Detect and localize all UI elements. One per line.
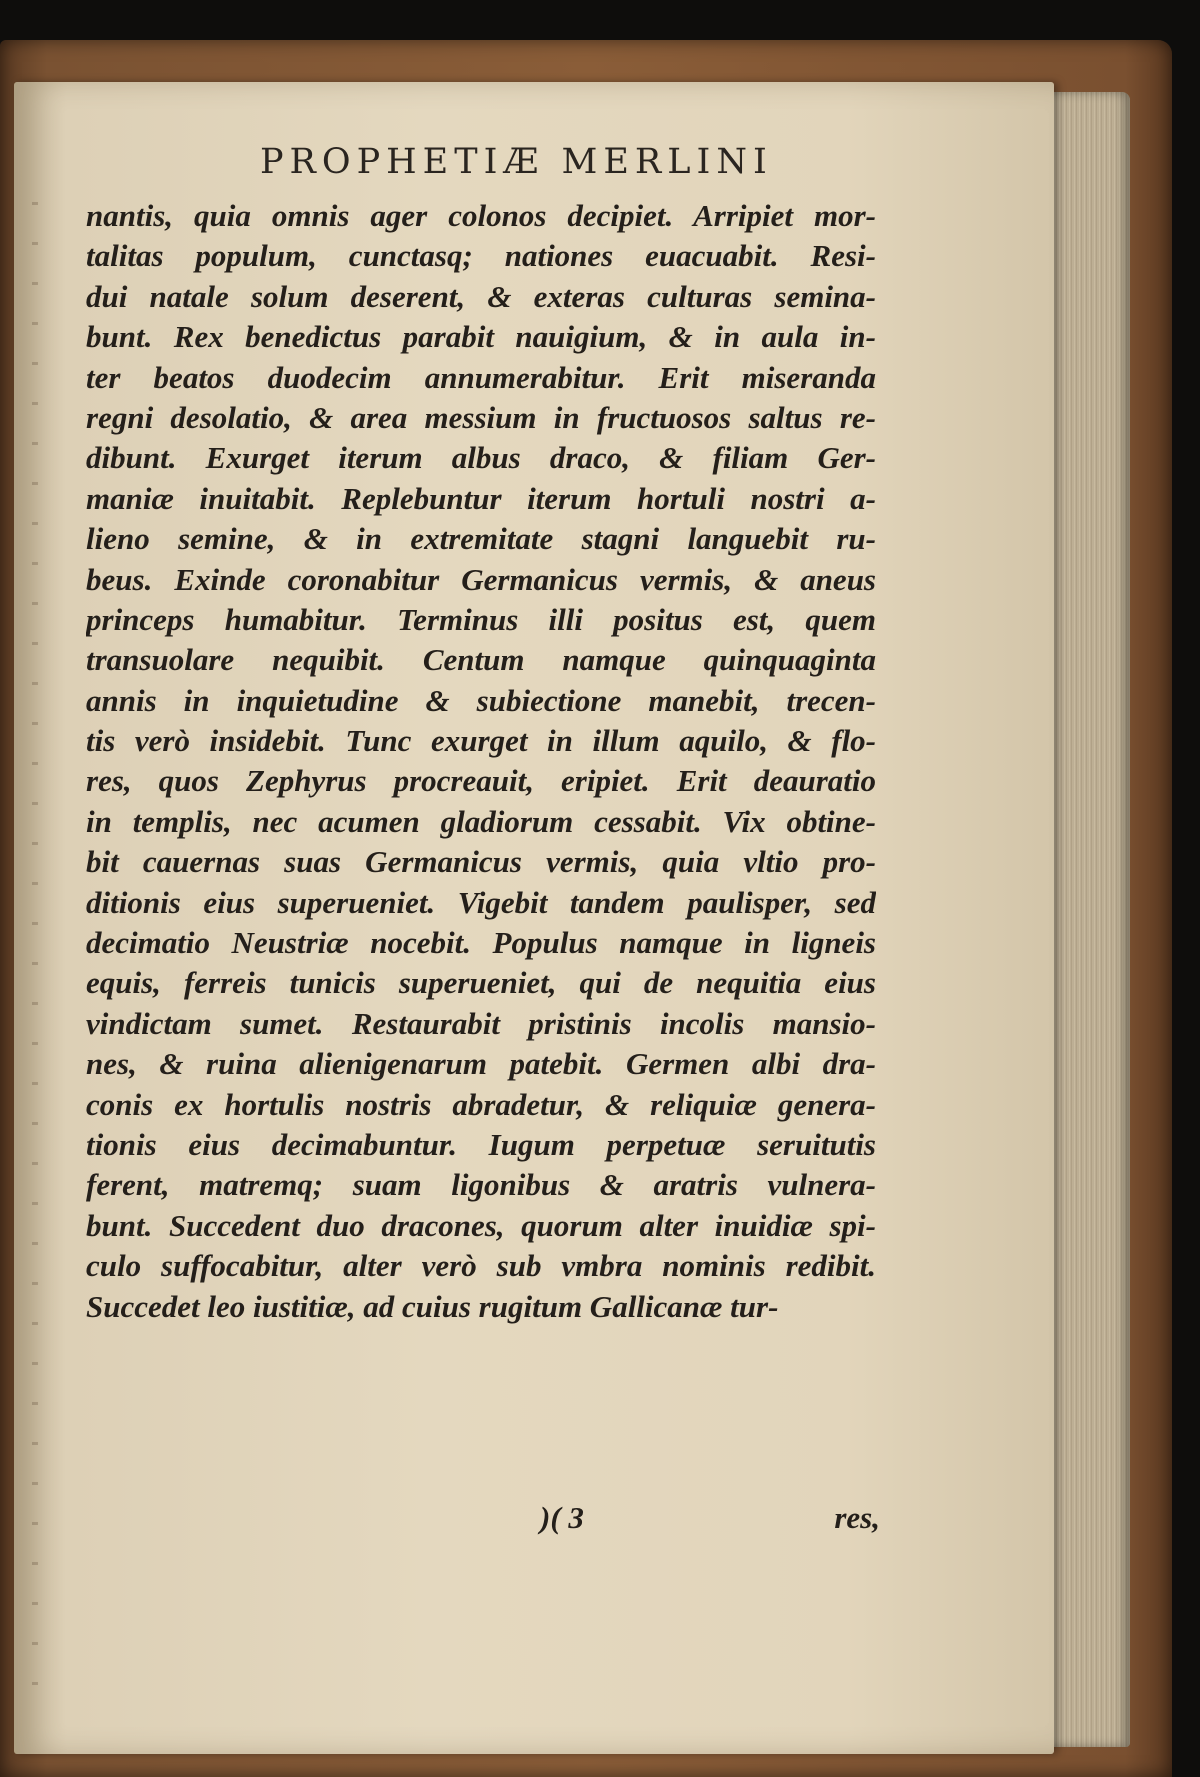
text-line: culo suffocabitur, alter verò sub vmbra nominis redibit. bbox=[86, 1248, 876, 1284]
text-line: tis verò insidebit. Tunc exurget in illum aquilo, & flo- bbox=[86, 723, 876, 759]
text-line: Succedet leo iustitiæ, ad cuius rugitum Gallicanæ tur- bbox=[86, 1288, 779, 1324]
text-line: vindictam sumet. Restaurabit pristinis incolis mansio- bbox=[86, 1005, 876, 1041]
text-line: bit cauernas suas Germanicus vermis, quia vltio pro- bbox=[86, 844, 876, 880]
text-line: equis, ferreis tunicis superueniet, qui de nequitia eius bbox=[86, 965, 876, 1001]
text-line: decimatio Neustriæ nocebit. Populus namque in ligneis bbox=[86, 925, 876, 961]
text-line: in templis, nec acumen gladiorum cessabit. Vix obtine- bbox=[86, 803, 876, 839]
text-line: maniæ inuitabit. Replebuntur iterum hortuli nostri a- bbox=[86, 480, 876, 516]
text-line: dui natale solum deserent, & exteras culturas semina- bbox=[86, 278, 876, 314]
signature-mark: )( 3 bbox=[540, 1500, 584, 1535]
catchword: res, bbox=[834, 1500, 880, 1535]
text-line: transuolare nequibit. Centum namque quinquaginta bbox=[86, 642, 876, 678]
text-line: talitas populum, cunctasq; nationes euacuabit. Resi- bbox=[86, 238, 876, 274]
text-line: nantis, quia omnis ager colonos decipiet. Arripiet mor- bbox=[86, 198, 876, 233]
running-head: PROPHETIÆ MERLINI bbox=[260, 142, 773, 182]
text-line: ditionis eius superueniet. Vigebit tandem paulisper, sed bbox=[86, 884, 876, 920]
text-line: regni desolatio, & area messium in fructuosos saltus re- bbox=[86, 399, 876, 435]
text-line: annis in inquietudine & subiectione manebit, trecen- bbox=[86, 682, 876, 718]
text-line: beus. Exinde coronabitur Germanicus vermis, & aneus bbox=[86, 561, 876, 597]
page-footer bbox=[540, 1500, 880, 1540]
text-line: princeps humabitur. Terminus illi positus est, quem bbox=[86, 601, 876, 637]
text-line: ter beatos duodecim annumerabitur. Erit miseranda bbox=[86, 359, 876, 395]
text-line: lieno semine, & in extremitate stagni languebit ru- bbox=[86, 521, 876, 557]
text-line: bunt. Succedent duo dracones, quorum alter inuidiæ spi- bbox=[86, 1207, 876, 1243]
text-line: res, quos Zephyrus procreauit, eripiet. Erit deauratio bbox=[86, 763, 876, 799]
text-line: conis ex hortulis nostris abradetur, & reliquiæ genera- bbox=[86, 1086, 876, 1122]
text-line: tionis eius decimabuntur. Iugum perpetuæ seruitutis bbox=[86, 1126, 876, 1162]
text-line: nes, & ruina alienigenarum patebit. Germen albi dra- bbox=[86, 1046, 876, 1082]
gutter-stitching bbox=[32, 202, 38, 1702]
text-line: dibunt. Exurget iterum albus draco, & filiam Ger- bbox=[86, 440, 876, 476]
body-text bbox=[86, 196, 876, 1327]
text-line: ferent, matremq; suam ligonibus & aratris vulnera- bbox=[86, 1167, 876, 1203]
text-line: bunt. Rex benedictus parabit nauigium, & in aula in- bbox=[86, 319, 876, 355]
